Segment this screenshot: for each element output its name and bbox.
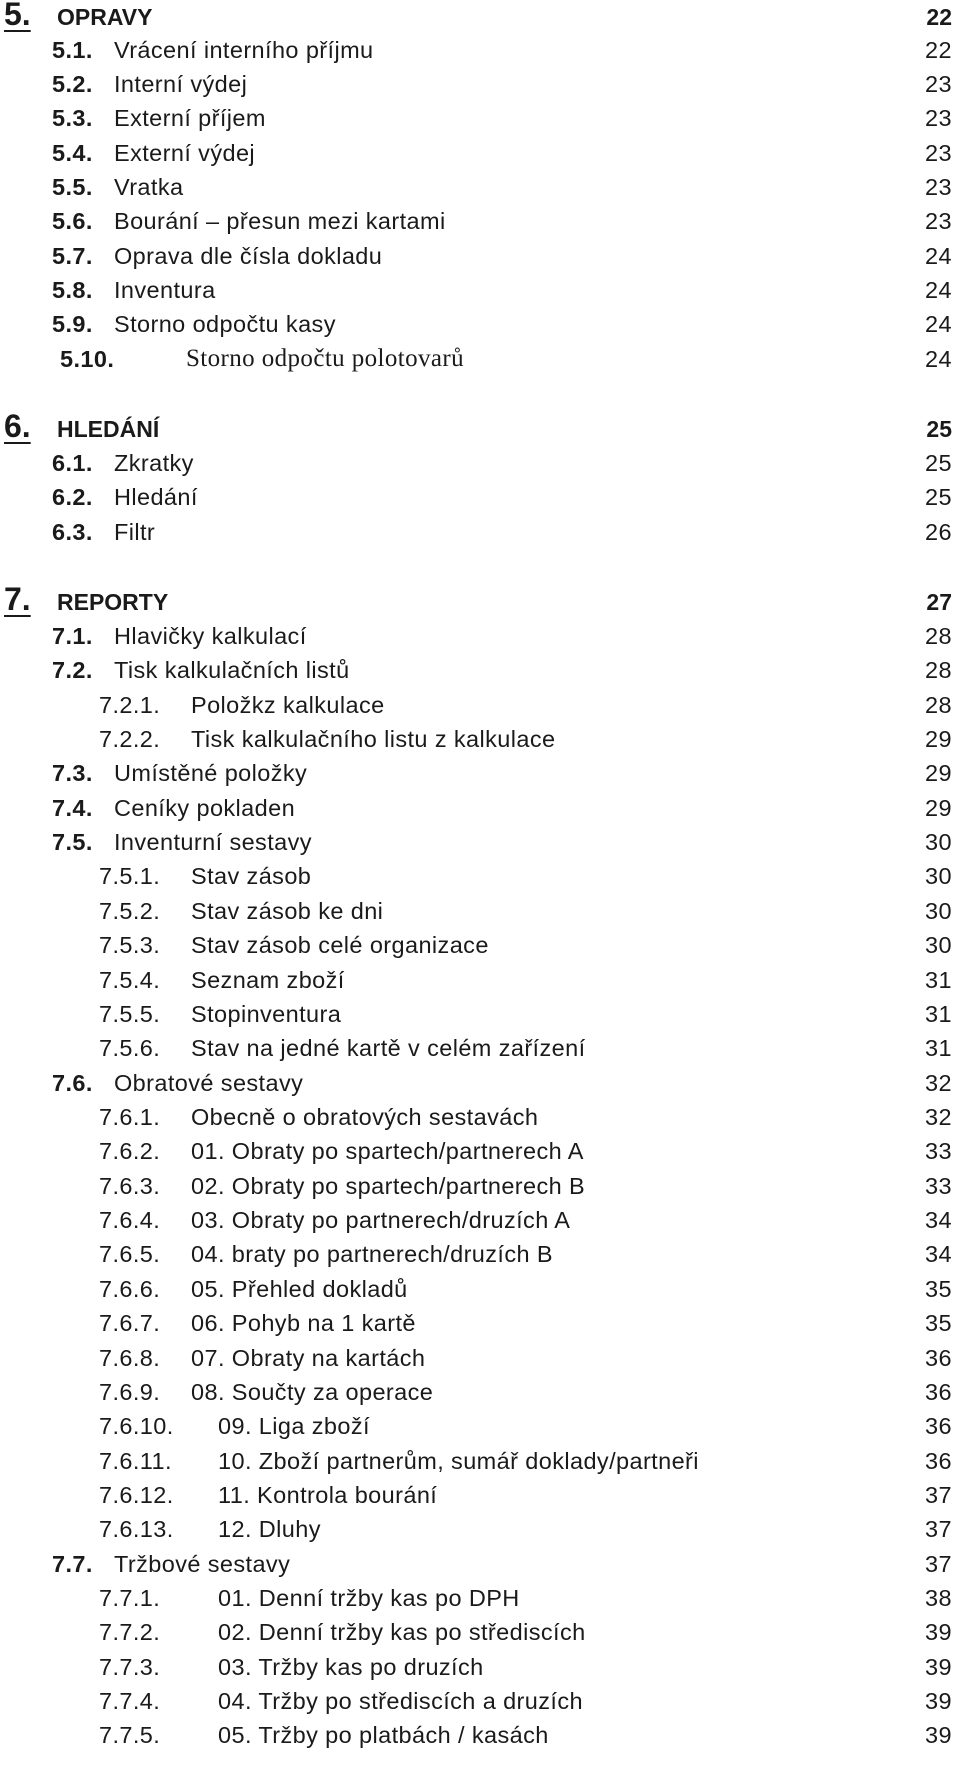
toc-title: Stopinventura [191, 1001, 342, 1027]
toc-page-number: 25 [925, 484, 952, 510]
toc-subsection[interactable] [0, 963, 960, 997]
toc-chapter[interactable] [0, 0, 960, 34]
toc-title: Obratové sestavy [114, 1070, 304, 1096]
toc-subsection[interactable] [0, 859, 960, 893]
toc-number: 5. [4, 0, 31, 32]
toc-title: Externí výdej [114, 140, 256, 166]
toc-page-number: 27 [926, 589, 952, 615]
toc-number: 7.5.1. [99, 863, 161, 889]
toc-title: Seznam zboží [191, 967, 345, 993]
toc-section[interactable] [0, 446, 960, 480]
toc-number: 5.6. [52, 208, 93, 234]
toc-section[interactable] [0, 619, 960, 653]
toc-page-number: 30 [925, 863, 952, 889]
toc-section[interactable] [0, 825, 960, 859]
toc-section[interactable] [0, 273, 960, 307]
toc-section[interactable] [0, 1547, 960, 1581]
toc-subsection[interactable] [0, 997, 960, 1031]
toc-page-number: 24 [925, 311, 952, 337]
toc-number: 5.5. [52, 174, 93, 200]
toc-page-number: 23 [925, 71, 952, 97]
toc-number: 7.6.13. [99, 1516, 174, 1542]
toc-page-number: 39 [925, 1619, 952, 1645]
toc-number: 5.10. [60, 346, 115, 372]
toc-number: 7.6.3. [99, 1173, 161, 1199]
toc-subsection[interactable] [0, 928, 960, 962]
toc-section[interactable] [0, 756, 960, 790]
toc-title: 11. Kontrola bourání [218, 1482, 438, 1508]
toc-title: Storno odpočtu kasy [114, 311, 336, 337]
toc-title: HLEDÁNÍ [57, 416, 160, 442]
toc-page-number: 34 [925, 1207, 952, 1233]
toc-title: Filtr [114, 519, 156, 545]
toc-number: 7.7.1. [99, 1585, 161, 1611]
toc-title: Oprava dle čísla dokladu [114, 243, 383, 269]
toc-subsection[interactable] [0, 1306, 960, 1340]
toc-title: Inventurní sestavy [114, 829, 312, 855]
toc-title: Stav zásob ke dni [191, 898, 384, 924]
toc-page-number: 28 [925, 657, 952, 683]
toc-subsection[interactable] [0, 1444, 960, 1478]
toc-number: 5.8. [52, 277, 93, 303]
toc-title: Tisk kalkulačních listů [114, 657, 350, 683]
toc-number: 7.7.2. [99, 1619, 161, 1645]
toc-section[interactable] [0, 170, 960, 204]
toc-title: Stav zásob celé organizace [191, 932, 489, 958]
toc-title: Hledání [114, 484, 198, 510]
toc-title: 01. Obraty po spartech/partnerech A [191, 1138, 584, 1164]
toc-chapter[interactable] [0, 408, 960, 446]
toc-number: 7.7.3. [99, 1654, 161, 1680]
toc-section[interactable] [0, 1066, 960, 1100]
toc-title: 01. Denní tržby kas po DPH [218, 1585, 520, 1611]
toc-number: 7. [4, 581, 31, 617]
toc-title: Externí příjem [114, 105, 266, 131]
toc-number: 7.5.2. [99, 898, 161, 924]
toc-number: 7.2. [52, 657, 93, 683]
toc-title: Umístěné položky [114, 760, 308, 786]
toc-page-number: 31 [925, 1001, 952, 1027]
toc-number: 7.6.11. [99, 1448, 172, 1474]
toc-subsection[interactable] [0, 722, 960, 756]
toc-page-number: 29 [925, 760, 952, 786]
toc-number: 7.7. [52, 1551, 93, 1577]
toc-subsection[interactable] [0, 1272, 960, 1306]
toc-page-number: 23 [925, 105, 952, 131]
toc-number: 7.6.8. [99, 1345, 161, 1371]
toc-title: 07. Obraty na kartách [191, 1345, 426, 1371]
toc-number: 6.1. [52, 450, 93, 476]
toc-page-number: 28 [925, 692, 952, 718]
toc-number: 6.2. [52, 484, 93, 510]
toc-title: 02. Denní tržby kas po střediscích [218, 1619, 586, 1645]
toc-number: 7.2.2. [99, 726, 161, 752]
toc-page-number: 39 [925, 1654, 952, 1680]
toc-number: 7.6.6. [99, 1276, 161, 1302]
toc-section[interactable] [0, 791, 960, 825]
toc-number: 7.6.12. [99, 1482, 174, 1508]
toc-number: 7.6.9. [99, 1379, 161, 1405]
toc-page-number: 36 [925, 1379, 952, 1405]
toc-page-number: 23 [925, 208, 952, 234]
toc-subsection[interactable] [0, 1169, 960, 1203]
toc-subsection[interactable] [0, 1650, 960, 1684]
toc-page-number: 24 [925, 277, 952, 303]
toc-number: 7.5.3. [99, 932, 161, 958]
toc-page-number: 24 [925, 346, 952, 372]
toc-number: 7.3. [52, 760, 93, 786]
toc-title: Vrácení interního příjmu [114, 37, 374, 63]
toc-title: 05. Přehled dokladů [191, 1276, 408, 1302]
toc-page-number: 26 [925, 519, 952, 545]
toc-page-number: 35 [925, 1276, 952, 1302]
toc-title: Zkratky [114, 450, 194, 476]
toc-number: 5.9. [52, 311, 93, 337]
toc-page-number: 38 [925, 1585, 952, 1611]
toc-page-number: 30 [925, 829, 952, 855]
toc-number: 5.1. [52, 37, 93, 63]
toc-page-number: 33 [925, 1138, 952, 1164]
toc-subsection[interactable] [0, 688, 960, 722]
toc-subsection[interactable] [0, 1100, 960, 1134]
toc-page-number: 35 [925, 1310, 952, 1336]
toc-page-number: 36 [925, 1448, 952, 1474]
toc-subsection[interactable] [0, 894, 960, 928]
toc-title: 03. Obraty po partnerech/druzích A [191, 1207, 571, 1233]
toc-page-number: 23 [925, 140, 952, 166]
toc-title: 02. Obraty po spartech/partnerech B [191, 1173, 586, 1199]
toc-number: 5.7. [52, 243, 93, 269]
toc-subsection[interactable] [0, 1684, 960, 1718]
toc-subsection[interactable] [0, 1409, 960, 1443]
toc-number: 7.6.5. [99, 1241, 161, 1267]
toc-title: Storno odpočtu polotovarů [186, 345, 465, 372]
toc-page-number: 25 [925, 450, 952, 476]
toc-title: 08. Součty za operace [191, 1379, 434, 1405]
toc-page-number: 30 [925, 898, 952, 924]
toc-number: 6.3. [52, 519, 93, 545]
toc-title: 03. Tržby kas po druzích [218, 1654, 484, 1680]
toc-page-number: 37 [925, 1516, 952, 1542]
toc-number: 7.2.1. [99, 692, 161, 718]
toc-title: Vratka [114, 174, 184, 200]
toc-page-number: 28 [925, 623, 952, 649]
toc-number: 5.2. [52, 71, 93, 97]
toc-section[interactable] [0, 239, 960, 273]
toc-title: 04. Tržby po střediscích a druzích [218, 1688, 583, 1714]
toc-title: Interní výdej [114, 71, 248, 97]
toc-section[interactable] [0, 33, 960, 67]
toc-section[interactable] [0, 204, 960, 238]
toc-subsection[interactable] [0, 1581, 960, 1615]
toc-subsection[interactable] [0, 1615, 960, 1649]
toc-subsection[interactable] [0, 1031, 960, 1065]
toc-title: OPRAVY [57, 4, 153, 30]
toc-section[interactable] [0, 653, 960, 687]
toc-title: Bourání – přesun mezi kartami [114, 208, 446, 234]
toc-section[interactable] [0, 101, 960, 135]
toc-title: 06. Pohyb na 1 kartě [191, 1310, 416, 1336]
toc-page-number: 31 [925, 967, 952, 993]
toc-section[interactable] [0, 67, 960, 101]
toc-number: 6. [4, 408, 31, 444]
toc-subsection[interactable] [0, 1237, 960, 1271]
toc-number: 7.7.4. [99, 1688, 161, 1714]
toc-number: 7.6.10. [99, 1413, 174, 1439]
toc-page-number: 22 [926, 4, 952, 30]
toc-page-number: 39 [925, 1688, 952, 1714]
toc-chapter[interactable] [0, 581, 960, 619]
toc-title: Hlavičky kalkulací [114, 623, 307, 649]
toc-title: Ceníky pokladen [114, 795, 296, 821]
toc-title: 10. Zboží partnerům, sumář doklady/partneři [218, 1448, 699, 1474]
toc-subsection[interactable] [0, 1718, 960, 1752]
toc-page-number: 23 [925, 174, 952, 200]
toc-number: 7.6.4. [99, 1207, 161, 1233]
toc-page-number: 22 [925, 37, 952, 63]
toc-number: 7.5.4. [99, 967, 161, 993]
toc-title: Položkz kalkulace [191, 692, 385, 718]
toc-subsection[interactable] [0, 1375, 960, 1409]
toc-number: 5.3. [52, 105, 93, 131]
toc-number: 7.6.7. [99, 1310, 161, 1336]
toc-number: 7.6.2. [99, 1138, 161, 1164]
toc-title: REPORTY [57, 589, 169, 615]
toc-title: 12. Dluhy [218, 1516, 321, 1542]
toc-page-number: 37 [925, 1551, 952, 1577]
toc-page-number: 25 [926, 416, 952, 442]
toc-title: 04. braty po partnerech/druzích B [191, 1241, 553, 1267]
toc-title: Inventura [114, 277, 216, 303]
toc-title: Obecně o obratových sestavách [191, 1104, 539, 1130]
toc-number: 7.5. [52, 829, 93, 855]
toc-subsection[interactable] [0, 1341, 960, 1375]
toc-title: 05. Tržby po platbách / kasách [218, 1722, 549, 1748]
toc-page-number: 39 [925, 1722, 952, 1748]
toc-title: 09. Liga zboží [218, 1413, 370, 1439]
toc-page-number: 37 [925, 1482, 952, 1508]
toc-number: 7.6. [52, 1070, 93, 1096]
toc-section[interactable] [0, 342, 960, 376]
toc-page-number: 31 [925, 1035, 952, 1061]
toc-subsection[interactable] [0, 1134, 960, 1168]
toc-title: Stav na jedné kartě v celém zařízení [191, 1035, 586, 1061]
toc-page-number: 34 [925, 1241, 952, 1267]
toc-page-number: 36 [925, 1345, 952, 1371]
toc-page-number: 29 [925, 726, 952, 752]
toc-subsection[interactable] [0, 1478, 960, 1512]
toc-page-number: 32 [925, 1070, 952, 1096]
toc-page-number: 29 [925, 795, 952, 821]
toc-page-number: 33 [925, 1173, 952, 1199]
toc-page-number: 30 [925, 932, 952, 958]
toc-section[interactable] [0, 136, 960, 170]
toc-page-number: 24 [925, 243, 952, 269]
toc-title: Stav zásob [191, 863, 312, 889]
toc-number: 7.4. [52, 795, 93, 821]
toc-number: 7.6.1. [99, 1104, 161, 1130]
toc-section[interactable] [0, 307, 960, 341]
toc-subsection[interactable] [0, 1203, 960, 1237]
toc-page-number: 32 [925, 1104, 952, 1130]
toc-number: 7.5.5. [99, 1001, 161, 1027]
toc-number: 7.5.6. [99, 1035, 161, 1061]
toc-section[interactable] [0, 515, 960, 549]
toc-section[interactable] [0, 480, 960, 514]
toc-title: Tisk kalkulačního listu z kalkulace [191, 726, 556, 752]
toc-number: 5.4. [52, 140, 93, 166]
toc-number: 7.7.5. [99, 1722, 161, 1748]
toc-page-number: 36 [925, 1413, 952, 1439]
toc-subsection[interactable] [0, 1512, 960, 1546]
toc-number: 7.1. [52, 623, 93, 649]
toc-title: Tržbové sestavy [114, 1551, 291, 1577]
